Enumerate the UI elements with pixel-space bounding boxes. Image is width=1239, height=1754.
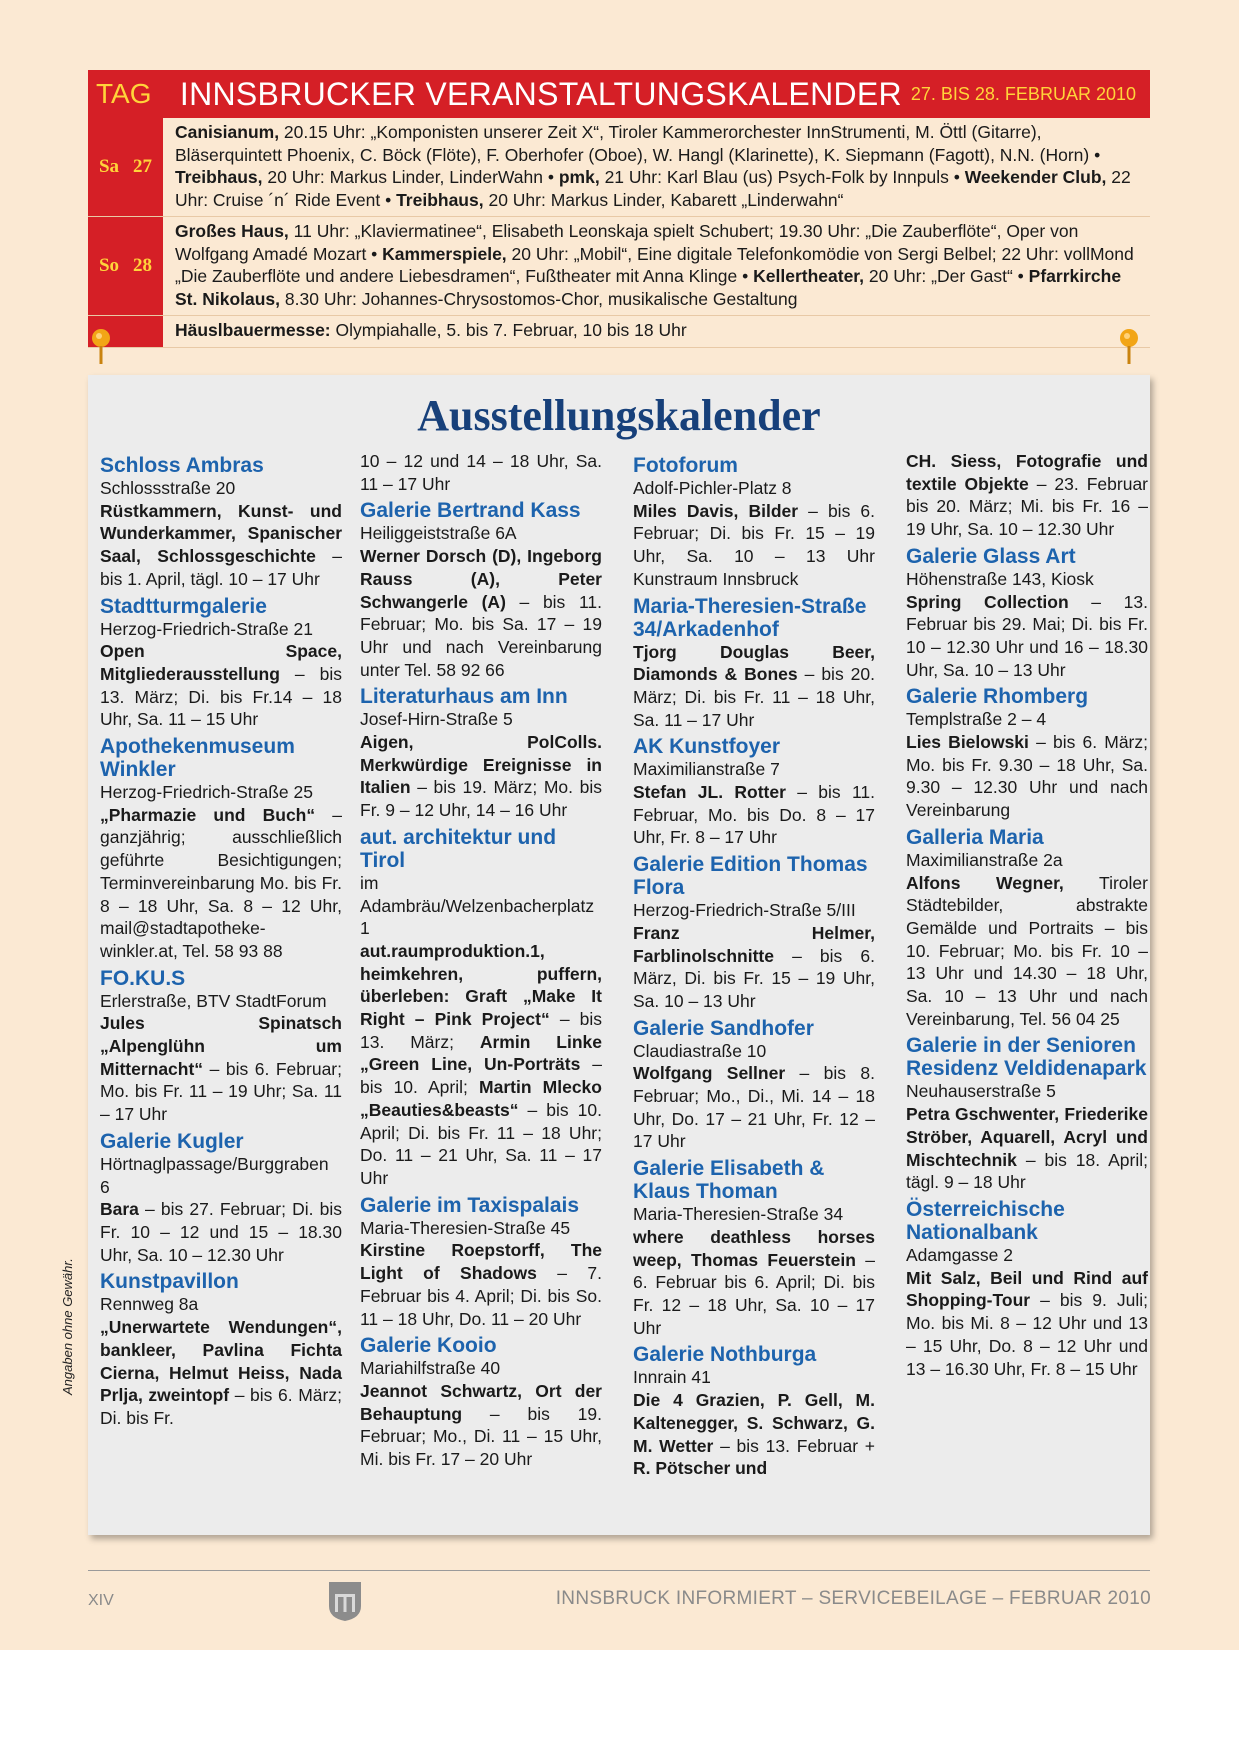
exhibition-dates: – bis 19. März; Mo. bis Fr. 9 – 12 Uhr, 14 – 16 Uhr <box>360 777 602 821</box>
gallery-address: Josef-Hirn-Straße 5 <box>360 709 513 730</box>
gallery-address: Heiliggeiststraße 6A <box>360 523 517 544</box>
gallery-name: Galerie Glass Art <box>906 544 1076 568</box>
exhibition-title: Lies Bielowski <box>906 732 1029 753</box>
weekday: Sa <box>98 156 120 177</box>
event-calendar-header <box>88 70 1150 118</box>
publication-line: INNSBRUCK INFORMIERT – SERVICEBEILAGE – FEBRUAR 2010 <box>555 1588 1151 1609</box>
event-details: 20.15 Uhr: „Komponisten unserer Zeit X“, Tiroler Kammerorchester InnStrumenti, M. Öttl (Gitarre), Bläserquintett Phoenix, C. Böck (Flöte), F. Oberhofer (Oboe), W. Hangl (Klarinette), K. Siepmann (Fagott), N.N. (Horn) • <box>175 122 1101 165</box>
exhibition-entry <box>360 450 602 495</box>
gallery-address: Maria-Theresien-Straße 34 <box>633 1204 844 1225</box>
exhibition-dates: – bis 19. Februar; Mo., Di. 11 – 15 Uhr, Mi. bis Fr. 17 – 20 Uhr <box>360 1403 602 1470</box>
gallery-address: Hörtnaglpassage/Burggraben 6 <box>100 1153 329 1197</box>
exhibition-title: Rüstkammern, Kunst- und Wunderkammer, Spanischer Saal, Schlossgeschichte <box>100 500 342 567</box>
gallery-name: Kunstpavillon <box>100 1270 239 1294</box>
event-details: 20 Uhr: „Der Gast“ • <box>864 266 1029 286</box>
exhibition-entry <box>633 1343 875 1480</box>
exhibition-entry <box>906 1034 1148 1194</box>
exhibition-dates: – 7. Februar bis 4. April; Di. bis So. 11 – 18 Uhr, Do. 11 – 20 Uhr <box>360 1263 602 1329</box>
gallery-name: Galerie in der Senioren Residenz Veldidenapark <box>906 1034 1147 1081</box>
exhibition-dates: 10 – 12 und 14 – 18 Uhr, Sa. 11 – 17 Uhr <box>360 451 602 494</box>
exhibition-entry <box>633 1017 875 1154</box>
exhibition-title: Jules Spinatsch „Alpenglühn um Mitternacht“ <box>100 1013 342 1079</box>
event-details: 8.30 Uhr: Johannes-Chrysostomos-Chor, musikalische Gestaltung <box>280 288 798 309</box>
gallery-name: FO.KU.S <box>100 966 186 990</box>
exhibition-entry <box>100 967 342 1126</box>
gallery-address: Maximilianstraße 7 <box>633 759 780 780</box>
exhibition-entry <box>633 595 875 732</box>
exhibition-details <box>360 1239 602 1330</box>
exhibition-details <box>360 450 602 495</box>
gallery-name: Galerie Elisabeth & Klaus Thoman <box>633 1157 825 1204</box>
event-list <box>163 217 1150 315</box>
event-list <box>163 316 1150 347</box>
exhibition-entry <box>906 685 1148 822</box>
exhibition-title: Wolfgang Sellner <box>633 1063 786 1084</box>
event-details: 20 Uhr: Markus Linder, LinderWahn • <box>262 167 559 187</box>
exhibition-details <box>633 641 875 732</box>
event-day-label <box>88 217 163 315</box>
day-number: 28 <box>133 255 152 276</box>
exhibition-column <box>906 450 1148 1380</box>
exhibition-title: CH. Siess, Fotografie und textile Objekte <box>906 451 1148 494</box>
exhibition-dates: – bis 6. März; Mo. bis Fr. 9.30 – 18 Uhr, Sa. 9.30 – 12.30 Uhr und nach Vereinbarung <box>906 732 1148 821</box>
venue-name: Treibhaus, <box>175 167 263 187</box>
gallery-name: Galerie Nothburga <box>633 1343 817 1367</box>
exhibition-dates: – bis 13. März; Di. bis Fr.14 – 18 Uhr, Sa. 11 – 15 Uhr <box>100 663 342 730</box>
exhibition-details <box>633 500 875 591</box>
exhibition-details <box>633 1226 875 1340</box>
exhibition-entry <box>100 454 342 591</box>
exhibition-column <box>633 450 875 1480</box>
disclaimer-note: Angaben ohne Gewähr. <box>60 1258 75 1395</box>
exhibition-dates: – bis 10. April; Di. bis Fr. 11 – 18 Uhr; Do. 11 – 21 Uhr, Sa. 11 – 17 Uhr <box>360 1099 602 1188</box>
exhibition-details <box>100 1316 342 1430</box>
event-details: 11 Uhr: „Klaviermatinee“, Elisabeth Leonskaja spielt Schubert; 19.30 Uhr: „Die Zauberflöte“, Oper von Wolfgang Amadé Mozart • <box>175 221 1079 264</box>
gallery-address: Adamgasse 2 <box>906 1244 1014 1265</box>
exhibition-entry <box>100 595 342 732</box>
date-range: 27. BIS 28. FEBRUAR 2010 <box>910 83 1136 104</box>
exhibition-entry <box>906 545 1148 682</box>
gallery-address: Herzog-Friedrich-Straße 21 <box>100 618 313 639</box>
exhibition-dates: – bis 9. Juli; Mo. bis Mi. 8 – 12 Uhr und 13 – 15 Uhr, Do. 8 – 12 Uhr und 13 – 16.30 Uhr, Fr. 8 – 15 Uhr <box>906 1290 1148 1379</box>
exhibition-title: Kirstine Roepstorff, The Light of Shadows <box>360 1240 602 1284</box>
exhibition-details <box>906 731 1148 822</box>
exhibition-title: Aigen, PolColls. Merkwürdige Ereignisse in Italien <box>360 732 602 798</box>
exhibition-dates: – bis 27. Februar; Di. bis Fr. 10 – 12 und 15 – 18.30 Uhr, Sa. 10 – 12.30 Uhr <box>100 1199 342 1265</box>
exhibition-entry <box>633 853 875 1013</box>
exhibition-entry <box>906 1198 1148 1380</box>
exhibition-details <box>633 1062 875 1153</box>
exhibition-title: Jeannot Schwartz, Ort der Behauptung <box>360 1380 602 1424</box>
exhibition-entry <box>633 735 875 849</box>
gallery-address: im Adambräu/Welzenbacherplatz 1 <box>360 872 595 939</box>
event-day-row <box>88 217 1150 316</box>
venue-name: Canisianum, <box>175 122 280 142</box>
exhibition-dates: – bis 6. März; Di. bis Fr. <box>100 1385 342 1428</box>
page-number: XIV <box>88 1592 114 1609</box>
gallery-name: Galerie Kugler <box>100 1129 244 1153</box>
gallery-name: AK Kunstfoyer <box>633 735 781 759</box>
city-crest-icon <box>327 1580 363 1622</box>
exhibition-details <box>100 1198 342 1266</box>
gallery-name: Galleria Maria <box>906 825 1044 849</box>
exhibition-details <box>100 640 342 731</box>
exhibition-title: Franz Helmer, Farblinolschnitte <box>633 922 875 966</box>
exhibition-dates: – bis 8. Februar; Mo., Di., Mi. 14 – 18 Uhr, Do. 17 – 21 Uhr, Fr. 12 – 17 Uhr <box>633 1063 875 1152</box>
exhibition-dates: – bis 1. April, tägl. 10 – 17 Uhr <box>100 546 342 589</box>
gallery-address: Mariahilfstraße 40 <box>360 1358 501 1379</box>
exhibition-entry <box>360 1334 602 1471</box>
exhibition-title: Tjorg Douglas Beer, Diamonds & Bones <box>633 641 875 685</box>
exhibition-details <box>906 450 1148 541</box>
exhibition-board <box>88 375 1150 1535</box>
gallery-name: Stadtturmgalerie <box>100 594 267 618</box>
exhibition-title: Bara <box>100 1199 139 1220</box>
exhibition-title: Petra Gschwenter, Friederike Ströber, Aquarell, Acryl und Mischtechnik <box>906 1104 1148 1170</box>
gallery-address: Innrain 41 <box>633 1367 711 1388</box>
exhibition-entry <box>906 826 1148 1031</box>
venue-name: Pfarrkirche St. Nikolaus, <box>175 266 1122 309</box>
exhibition-column <box>360 450 602 1471</box>
exhibition-dates: – bis 6. März, Di. bis Fr. 15 – 19 Uhr, Sa. 10 – 13 Uhr <box>633 945 875 1011</box>
exhibition-entry <box>906 450 1148 541</box>
calendar-title: INNSBRUCKER VERANSTALTUNGSKALENDER <box>179 75 902 112</box>
exhibition-dates: – bis 11. Februar; Mo. bis Sa. 17 – 19 Uhr und nach Vereinbarung unter Tel. 58 92 66 <box>360 591 602 680</box>
exhibition-title: R. Pötscher und <box>633 1458 768 1479</box>
gallery-name: aut. architektur und Tirol <box>360 825 557 872</box>
exhibition-details <box>906 1267 1148 1381</box>
exhibition-entry <box>360 499 602 681</box>
exhibition-dates: – bis 20. März; Di. bis Fr. 11 – 18 Uhr, Sa. 11 – 17 Uhr <box>633 664 875 730</box>
gallery-address: Claudiastraße 10 <box>633 1040 767 1061</box>
exhibition-entry <box>360 826 602 1190</box>
gallery-address: Rennweg 8a <box>100 1294 199 1315</box>
exhibition-entry <box>100 1270 342 1429</box>
gallery-address: Templstraße 2 – 4 <box>906 709 1047 730</box>
exhibition-details <box>906 1103 1148 1194</box>
gallery-name: Galerie Sandhofer <box>633 1016 814 1040</box>
gallery-name: Apothekenmuseum Winkler <box>100 735 295 782</box>
gallery-name: Literaturhaus am Inn <box>360 685 568 709</box>
exhibition-dates: – 13. Februar bis 29. Mai; Di. bis Fr. 10 – 12.30 Uhr und 16 – 18.30 Uhr, Sa. 10 – 13 Uhr <box>906 591 1148 680</box>
exhibition-dates: – ganzjährig; ausschließlich geführte Besichtigungen; Terminvereinbarung Mo. bis Fr. 8 – 18 Uhr, Sa. 8 – 12 Uhr, mail@stadtapotheke-winkler.at, Tel. 58 93 88 <box>100 804 342 961</box>
event-rows <box>88 118 1150 348</box>
exhibition-entry <box>100 1130 342 1267</box>
exhibition-dates: – bis 6. Februar; Mo. bis Fr. 11 – 19 Uhr; Sa. 11 – 17 Uhr <box>100 1058 342 1125</box>
event-list <box>163 118 1150 216</box>
exhibition-title: Martin Mlecko „Beauties&beasts“ <box>360 1077 602 1120</box>
exhibition-entry <box>633 454 875 591</box>
venue-name: Treibhaus, <box>396 189 484 210</box>
event-details: 22 Uhr: Cruise ´n´ Ride Event • <box>175 167 1131 210</box>
gallery-address: Herzog-Friedrich-Straße 25 <box>100 782 313 803</box>
venue-name: pmk, <box>558 167 600 187</box>
day-number: 27 <box>133 156 152 177</box>
exhibition-details <box>360 545 602 681</box>
exhibition-title: Alfons Wegner, <box>906 872 1064 893</box>
gallery-name: Schloss Ambras <box>100 454 264 477</box>
gallery-address: Maximilianstraße 2a <box>906 849 1063 870</box>
exhibition-title: Werner Dorsch (D), Ingeborg Rauss (A), Peter Schwangerle (A) <box>360 546 602 612</box>
footer-divider <box>88 1570 1150 1571</box>
exhibition-dates: – bis 10. April; <box>360 1054 602 1098</box>
gallery-name: Maria-Theresien-Straße 34/Arkadenhof <box>633 594 867 641</box>
exhibition-dates: Tiroler Städtebilder, abstrakte Gemälde und Portraits – bis 10. Februar; Mo. bis Fr. 10 – 13 Uhr und 14.30 – 18 Uhr, Sa. 10 – 13 Uhr und nach Vereinbarung, Tel. 56 04 25 <box>906 872 1148 1029</box>
exhibition-entry <box>360 685 602 822</box>
exhibition-dates: – bis 13. März; <box>360 1009 603 1052</box>
gallery-address: Schlossstraße 20 <box>100 478 236 498</box>
gallery-address: Höhenstraße 143, Kiosk <box>906 568 1094 589</box>
venue-name: Kellertheater, <box>753 266 865 286</box>
gallery-name: Galerie Edition Thomas Flora <box>633 853 868 900</box>
exhibition-entry <box>100 735 342 963</box>
gallery-address: Adolf-Pichler-Platz 8 <box>633 478 792 498</box>
event-details: 21 Uhr: Karl Blau (us) Psych-Folk by Innpuls • <box>599 167 965 187</box>
exhibition-dates: – bis 11. Februar, Mo. bis Do. 8 – 17 Uhr, Fr. 8 – 17 Uhr <box>633 782 875 848</box>
event-details: 20 Uhr: „Mobil“, Eine digitale Telefonkomödie von Sergi Belbel; 22 Uhr: vollMond „Die Zauberflöte und andere Liebesdramen“, Fußtheater mit Anna Klinge • <box>175 243 1134 286</box>
exhibition-details <box>100 1012 342 1126</box>
exhibition-dates: – 23. Februar bis 20. März; Mi. bis Fr. 16 – 19 Uhr, Sa. 10 – 12.30 Uhr <box>906 473 1148 540</box>
event-day-label <box>88 118 163 216</box>
exhibition-details <box>100 804 342 963</box>
pushpin-icon <box>1118 328 1140 368</box>
exhibition-details <box>360 731 602 822</box>
gallery-name: Galerie im Taxispalais <box>360 1193 580 1217</box>
event-details: Olympiahalle, 5. bis 7. Februar, 10 bis 18 Uhr <box>330 320 687 340</box>
exhibition-title: Miles Davis, Bilder <box>633 500 799 521</box>
exhibition-dates: – bis 18. April; tägl. 9 – 18 Uhr <box>906 1149 1148 1193</box>
venue-name: Weekender Club, <box>964 167 1107 187</box>
exhibition-title: „Pharmazie und Buch“ <box>100 804 316 825</box>
weekday: So <box>98 255 120 276</box>
event-day-row <box>88 316 1150 348</box>
gallery-address: Neuhauserstraße 5 <box>906 1081 1056 1102</box>
exhibition-title: Mit Salz, Beil und Rind auf Shopping-Tour <box>906 1267 1148 1311</box>
tag-label: TAG <box>96 78 152 109</box>
exhibition-entry <box>360 1194 602 1331</box>
event-details: 20 Uhr: Markus Linder, Kabarett „Linderwahn“ <box>483 189 844 210</box>
venue-name: Häuslbauermesse: <box>175 320 331 340</box>
gallery-name: Galerie Rhomberg <box>906 685 1089 709</box>
venue-name: Großes Haus, <box>175 221 289 241</box>
exhibition-details <box>360 1380 602 1471</box>
exhibition-title: where deathless horses weep, Thomas Feuerstein <box>633 1226 875 1270</box>
exhibition-title: „Unerwartete Wendungen“, bankleer, Pavlina Fichta Cierna, Helmut Heiss, Nada Prlja, zweintopf <box>100 1317 342 1406</box>
exhibition-title: Stefan JL. Rotter <box>633 782 786 803</box>
exhibition-details <box>906 591 1148 682</box>
gallery-name: Fotoforum <box>633 454 738 477</box>
exhibition-details <box>906 872 1148 1031</box>
gallery-name: Galerie Bertrand Kass <box>360 499 581 523</box>
exhibition-calendar-title: Ausstellungskalender <box>417 391 821 440</box>
gallery-address: Maria-Theresien-Straße 45 <box>360 1217 571 1238</box>
exhibition-title: Spring Collection <box>906 591 1069 612</box>
exhibition-details <box>633 781 875 849</box>
exhibition-column <box>100 450 342 1430</box>
pushpin-icon <box>90 328 112 368</box>
exhibition-details <box>633 922 875 1013</box>
exhibition-dates: – 6. Februar bis 6. April; Di. bis Fr. 12 – 18 Uhr, Sa. 10 – 17 Uhr <box>633 1249 875 1338</box>
exhibition-title: Die 4 Grazien, P. Gell, M. Kaltenegger, S. Schwarz, G. M. Wetter <box>633 1390 875 1456</box>
exhibition-title: Open Space, Mitgliederausstellung <box>100 641 342 684</box>
gallery-name: Galerie Kooio <box>360 1334 497 1358</box>
exhibition-title: Armin Linke „Green Line, Un-Porträts <box>360 1031 602 1075</box>
exhibition-details <box>633 1389 875 1480</box>
exhibition-details <box>360 940 602 1190</box>
exhibition-dates: – bis 6. Februar; Di. bis Fr. 15 – 19 Uhr, Sa. 10 – 13 Uhr Kunstraum Innsbruck <box>633 500 875 589</box>
gallery-name: Österreichische Nationalbank <box>906 1197 1065 1244</box>
exhibition-entry <box>633 1157 875 1339</box>
exhibition-dates: – bis 13. Februar + <box>713 1435 875 1456</box>
exhibition-title: aut.raumproduktion.1, heimkehren, puffern, überleben: Graft „Make It Right – Pink Project“ <box>360 940 602 1030</box>
event-day-row <box>88 118 1150 217</box>
gallery-address: Herzog-Friedrich-Straße 5/III <box>633 900 856 921</box>
venue-name: Kammerspiele, <box>382 243 507 264</box>
exhibition-details <box>100 500 342 591</box>
gallery-address: Erlerstraße, BTV StadtForum <box>100 990 327 1011</box>
